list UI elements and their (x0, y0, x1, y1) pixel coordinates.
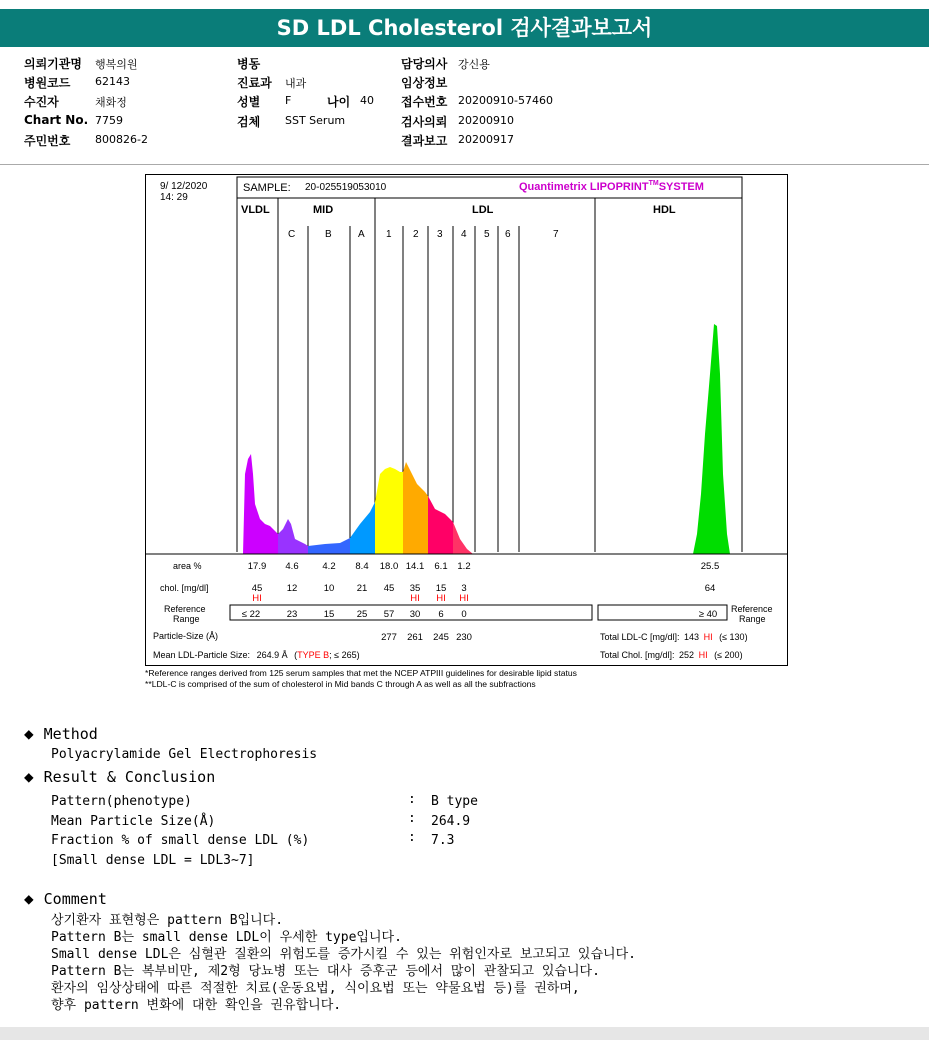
method-heading (24, 724, 98, 743)
info-label: 담당의사 (401, 57, 448, 71)
footnote-1: *Reference ranges derived from 125 serum samples that met the NCEP ATPIII guidelines for desirable lipid status (145, 668, 577, 678)
info-value: 행복의원 (95, 58, 138, 71)
chol-vldl: 45 (251, 583, 263, 594)
ref-3: 6 (438, 609, 444, 620)
report-time: 14: 29 (160, 192, 188, 203)
info-label: 주민번호 (24, 134, 71, 148)
band-6: 6 (505, 229, 511, 240)
info-label: 결과보고 (401, 134, 448, 148)
scrollbar-track[interactable] (0, 1027, 929, 1040)
ref-vldl: ≤ 22 (241, 609, 261, 620)
info-value: 20200910-57460 (458, 94, 553, 107)
hi-flag-3: HI (436, 593, 446, 604)
result-title: Result & Conclusion (43, 768, 216, 786)
info-label: 의뢰기관명 (24, 57, 82, 71)
chol-b: 10 (323, 583, 335, 594)
result-label: Pattern(phenotype) (51, 794, 192, 809)
info-value: 40 (360, 94, 374, 107)
total-chol-flag: HI (698, 650, 708, 660)
ps-3: 245 (433, 632, 449, 643)
band-2: 2 (413, 229, 419, 240)
info-value: 20200917 (458, 133, 514, 146)
result-sep: : (408, 792, 416, 807)
info-label: 접수번호 (401, 95, 448, 109)
area-c: 4.6 (285, 561, 299, 572)
row-label-ps: Particle-Size (Å) (153, 631, 219, 641)
band-c: C (288, 229, 296, 240)
type-close: ; ≤ 265) (329, 650, 360, 660)
result-note: [Small dense LDL = LDL3~7] (51, 853, 255, 868)
ref-a: 25 (356, 609, 368, 620)
system-tm: TM (648, 180, 659, 187)
method-title: Method (43, 725, 98, 743)
group-vldl: VLDL (241, 204, 270, 216)
ref-2: 30 (409, 609, 421, 620)
info-label: 검사의뢰 (401, 115, 448, 129)
comment-title: Comment (43, 890, 107, 908)
total-ldl-value: 143 (684, 632, 700, 642)
area-a: 8.4 (355, 561, 369, 572)
area-vldl: 17.9 (247, 561, 267, 572)
comment-line: 향후 pattern 변화에 대한 확인을 권유합니다. (51, 998, 342, 1013)
system-name (519, 180, 704, 193)
info-label: 검체 (237, 115, 261, 129)
band-5: 5 (484, 229, 490, 240)
row-label-ref-2: Range (173, 614, 200, 624)
ps-4: 230 (456, 632, 472, 643)
total-chol-value: 252 (679, 650, 695, 660)
method-text: Polyacrylamide Gel Electrophoresis (51, 747, 318, 762)
result-value: 264.9 (431, 814, 471, 829)
result-label: Fraction % of small dense LDL (%) (51, 833, 310, 848)
total-ldl-ref: (≤ 130) (719, 632, 748, 642)
system-suffix: SYSTEM (658, 181, 704, 193)
area-b: 4.2 (322, 561, 336, 572)
diamond-bullet-icon: ◆ (24, 889, 34, 908)
comment-line: Pattern B는 복부비만, 제2형 당뇨병 또는 대사 증후군 등에서 많이 관찰되고 있습니다. (51, 964, 600, 979)
area-hdl: 25.5 (700, 561, 720, 572)
ref-c: 23 (286, 609, 298, 620)
result-sep: : (408, 830, 416, 845)
info-value: 채화정 (95, 96, 127, 109)
result-value: B type (431, 794, 478, 809)
comment-line: Pattern B는 small dense LDL이 우세한 type입니다. (51, 930, 402, 945)
area-1: 18.0 (379, 561, 399, 572)
total-chol-label: Total Chol. [mg/dl]: (600, 650, 675, 660)
area-2: 14.1 (405, 561, 425, 572)
hi-flag-vldl: HI (252, 593, 262, 604)
report-title: SD LDL Cholesterol 검사결과보고서 (0, 9, 929, 47)
sample-label: SAMPLE: (243, 182, 291, 194)
result-value: 7.3 (431, 833, 455, 848)
info-value: 20200910 (458, 114, 514, 127)
area-3: 6.1 (434, 561, 448, 572)
chol-4: 3 (461, 583, 467, 594)
total-chol (600, 650, 743, 660)
info-label: Chart No. (24, 113, 89, 127)
band-4: 4 (461, 229, 467, 240)
result-label: Mean Particle Size(Å) (51, 814, 216, 829)
chol-3: 15 (435, 583, 447, 594)
footnote-2: **LDL-C is comprised of the sum of cholesterol in Mid bands C through A as well as all the subfractions (145, 679, 536, 689)
ref-1: 57 (383, 609, 395, 620)
diamond-bullet-icon: ◆ (24, 767, 34, 786)
info-value: 강신용 (458, 58, 490, 71)
area-4: 1.2 (457, 561, 471, 572)
total-ldl-label: Total LDL-C [mg/dl]: (600, 632, 680, 642)
type-text: TYPE B (297, 650, 330, 660)
peak-ldl-1 (375, 467, 403, 554)
type-open: ( (294, 650, 298, 660)
band-7: 7 (553, 229, 559, 240)
chol-c: 12 (286, 583, 298, 594)
info-label: 병동 (237, 57, 261, 71)
chol-a: 21 (356, 583, 368, 594)
comment-line: 환자의 임상상태에 따른 적절한 치료(운동요법, 식이요법 또는 약물요법 등)를 권하며, (51, 981, 580, 996)
info-value: SST Serum (285, 114, 346, 127)
info-value: 7759 (95, 114, 123, 127)
diamond-bullet-icon: ◆ (24, 724, 34, 743)
row-label-ref-1: Reference (164, 604, 206, 614)
ref-side-label-2: Range (739, 614, 766, 624)
patient-info (0, 55, 929, 163)
info-label: 병원코드 (24, 76, 71, 90)
ref-b: 15 (323, 609, 335, 620)
band-1: 1 (386, 229, 392, 240)
band-b: B (325, 229, 332, 240)
total-ldl (600, 632, 748, 642)
info-label: 성별 (237, 95, 261, 109)
chol-1: 45 (383, 583, 395, 594)
system-prefix: Quantimetrix LIPOPRINT (519, 181, 649, 193)
band-a: A (358, 229, 365, 240)
info-value: 내과 (285, 77, 307, 90)
divider (0, 164, 929, 165)
info-label: 임상정보 (401, 76, 448, 90)
report-date: 9/ 12/2020 (160, 181, 208, 192)
info-value: 800826-2 (95, 133, 148, 146)
info-label: 나이 (327, 95, 351, 109)
row-label-chol: chol. [mg/dl] (160, 583, 209, 593)
ref-hdl: ≥ 40 (698, 609, 718, 620)
info-label: 진료과 (237, 76, 272, 90)
chol-2: 35 (409, 583, 421, 594)
comment-line: Small dense LDL은 심혈관 질환의 위험도를 증가시킬 수 있는 위험인자로 보고되고 있습니다. (51, 947, 636, 962)
info-label: 수진자 (24, 95, 59, 109)
hi-flag-4: HI (459, 593, 469, 604)
result-sep: : (408, 811, 416, 826)
ps-2: 261 (407, 632, 423, 643)
ps-1: 277 (381, 632, 397, 643)
chol-hdl: 64 (704, 583, 716, 594)
total-ldl-flag: HI (703, 632, 713, 642)
group-mid: MID (313, 204, 334, 216)
ref-side-label-1: Reference (731, 604, 773, 614)
group-hdl: HDL (653, 204, 676, 216)
lipoprint-report (145, 174, 788, 690)
row-label-area: area % (173, 561, 202, 571)
mean-size-label: Mean LDL-Particle Size: (153, 650, 251, 660)
band-3: 3 (437, 229, 443, 240)
info-value: F (285, 94, 292, 107)
result-heading (24, 767, 215, 786)
comment-line: 상기환자 표현형은 pattern B입니다. (51, 913, 284, 928)
group-ldl: LDL (472, 204, 494, 216)
total-chol-ref: (≤ 200) (714, 650, 743, 660)
comment-heading (24, 889, 107, 908)
mean-size-value: 264.9 Å (256, 650, 288, 660)
ref-4: 0 (461, 609, 467, 620)
info-value: 62143 (95, 75, 130, 88)
hi-flag-2: HI (410, 593, 420, 604)
sample-id: 20-025519053010 (305, 182, 387, 193)
mean-size (153, 650, 360, 660)
